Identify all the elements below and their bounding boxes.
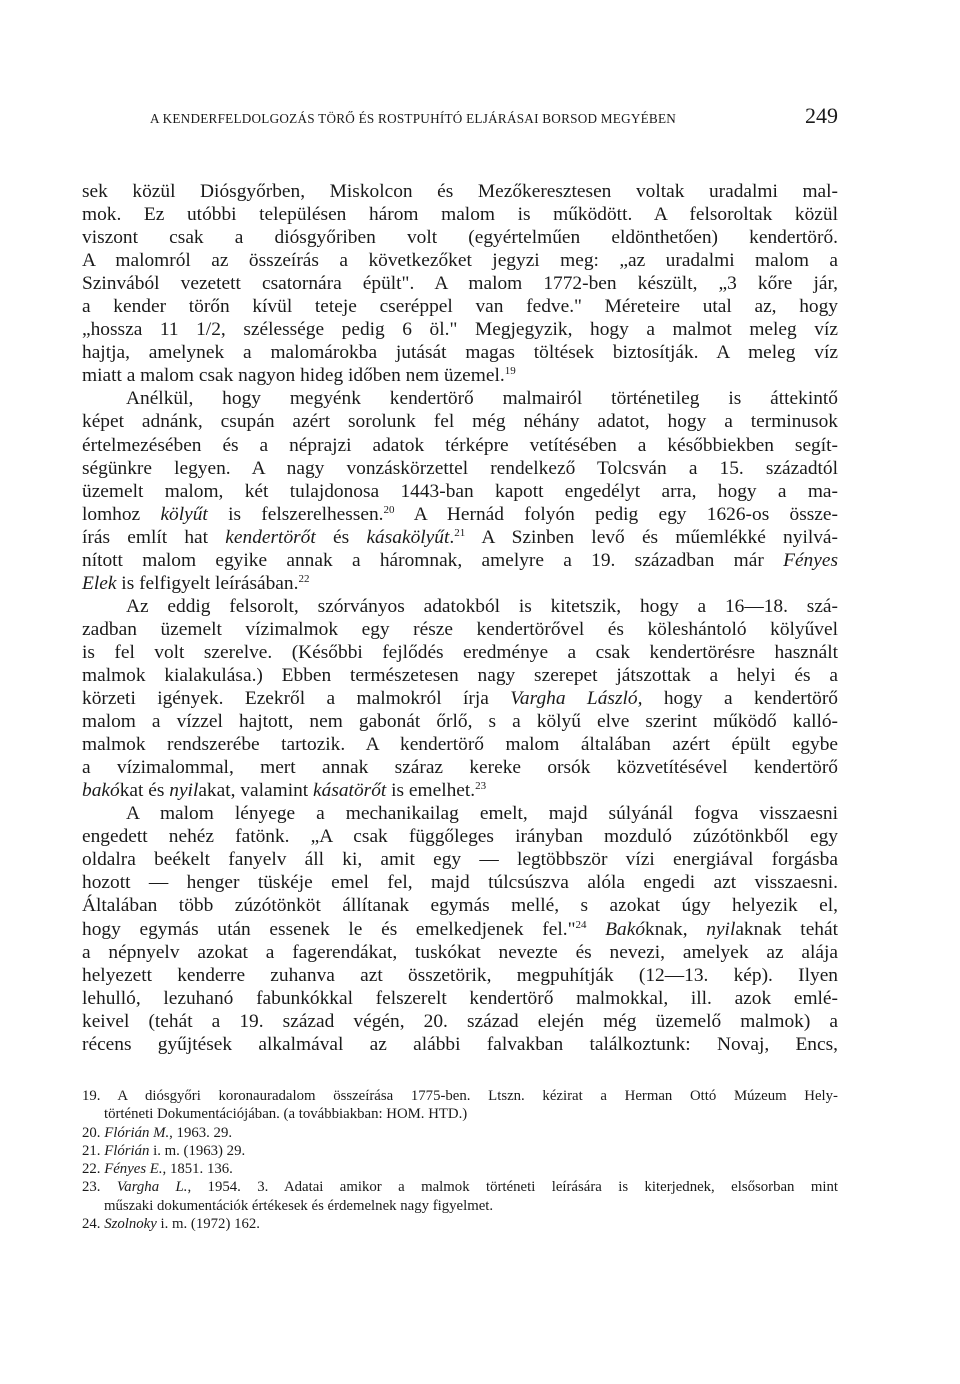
text-run: üzemelt malom, két tulajdonosa 1443-ban kapott engedélyt arra, hogy a ma-	[82, 480, 838, 502]
text-line	[82, 1010, 838, 1033]
footnote-ref: 22	[298, 572, 310, 585]
text-line	[82, 664, 838, 687]
text-run: oldalra beékelt fanyelv áll ki, amit egy — legtöbbször vízi energiával forgásba	[82, 849, 838, 871]
text-line	[82, 295, 838, 318]
text-line	[82, 457, 838, 480]
text-line	[82, 1033, 838, 1056]
text-run: 22.	[82, 1161, 105, 1178]
text-run: lomhoz	[82, 503, 161, 525]
footnote-line	[82, 1142, 838, 1160]
text-line	[82, 964, 838, 987]
text-line	[82, 687, 838, 710]
text-line	[82, 595, 838, 618]
text-run: mok. Ez utóbbi településen három malom is működött. A felsoroltak közül	[82, 204, 838, 226]
italic-text: kölyűt	[160, 503, 208, 525]
text-line	[82, 203, 838, 226]
text-run: a vízimalommal, mert annak száraz kereke orsók közvetítésével kendertörő	[82, 757, 838, 779]
text-run: malmok kialakulása.) Ebben természetesen nagy szerepet játszottak a helyi és a	[82, 664, 838, 686]
footnote-ref: 20	[383, 503, 395, 516]
book-page	[82, 0, 838, 1384]
text-run: malom a vízzel hajtott, nem gabonát őrlő, s a kölyű elve szerint működő kalló-	[82, 711, 838, 733]
text-line	[82, 779, 838, 802]
text-line	[82, 802, 838, 825]
text-line	[82, 572, 838, 595]
text-run: zadban üzemelt vízimalmok egy része kendertörővel és köleshántoló kölyűvel	[82, 618, 838, 640]
italic-text: Fényes E.	[104, 1161, 163, 1178]
footnote-ref: 19	[504, 365, 516, 378]
italic-text: Flórián M.	[104, 1124, 170, 1141]
text-line	[82, 549, 838, 572]
text-run: „hossza 11 1/2, szélessége pedig 6 öl." Megjegyzik, hogy a malmot meleg víz	[82, 319, 838, 341]
text-run: knak,	[645, 918, 707, 940]
text-line	[82, 756, 838, 779]
text-line	[82, 848, 838, 871]
italic-text: bakó	[82, 780, 120, 802]
italic-text: Vargha L.	[116, 1179, 188, 1196]
text-run: 20.	[82, 1124, 105, 1141]
text-run: .	[449, 526, 455, 548]
text-line	[82, 226, 838, 249]
text-run: műszaki dokumentációk értékesek és érdemelnek nagy figyelmet.	[104, 1197, 494, 1214]
text-line	[82, 825, 838, 848]
text-line	[82, 641, 838, 664]
text-run: hozott — henger tüskéje emel fel, majd túlcsúszva alóla engedi azt visszaesni.	[82, 872, 838, 894]
text-run: helyezett kenderre zuhanva azt összetörik, megpuhítják (12—13. kép). Ilyen	[82, 964, 838, 986]
italic-text: Fényes	[783, 549, 838, 571]
text-run: is felfigyelt leírásában.	[116, 572, 299, 594]
footnote-line	[82, 1160, 838, 1178]
text-run: és	[315, 526, 367, 548]
footnote-ref: 24	[575, 918, 587, 931]
body-text	[82, 180, 838, 1056]
text-run: i. m. (1972) 162.	[156, 1216, 260, 1233]
text-line	[82, 249, 838, 272]
text-run: keivel (tehát a 19. század végén, 20. század elején még üzemelő malmok) a	[82, 1010, 838, 1032]
text-run	[586, 919, 605, 940]
text-run: 23.	[82, 1179, 117, 1196]
text-line	[82, 918, 838, 941]
italic-text: Bakó	[605, 918, 646, 940]
italic-text: nyil	[169, 780, 199, 802]
text-line	[82, 618, 838, 641]
footnote-line	[82, 1197, 838, 1215]
text-run: történeti Dokumentációjában. (a továbbiakban: HOM. HTD.)	[104, 1106, 468, 1123]
running-title: A KENDERFELDOLGOZÁS TÖRŐ ÉS ROSTPUHÍTÓ ELJÁRÁSAI BORSOD MEGYÉBEN	[150, 111, 677, 126]
text-line	[82, 480, 838, 503]
text-run: hogy egymás után essenek le és emelkedjenek fel."	[82, 918, 576, 940]
text-run: is felszerelhessen.	[207, 503, 384, 525]
italic-text: Szolnoky	[104, 1216, 157, 1233]
text-line	[82, 434, 838, 457]
text-run: akat, valamint	[198, 780, 314, 802]
text-line	[82, 733, 838, 756]
text-run: i. m. (1963) 29.	[149, 1142, 246, 1159]
italic-text: kásatörőt	[313, 780, 387, 802]
text-run: nított malom egyike annak a háromnak, amelyre a 19. században már	[82, 549, 784, 571]
text-run: 19. A diósgyőri koronauradalom összeírása 1775-ben. Ltszn. kézirat a Herman Ottó Múzeum Hely-	[82, 1088, 838, 1104]
text-run: Az eddig felsorolt, szórványos adatokból is kitetszik, hogy a 16—18. szá-	[126, 595, 838, 617]
text-run: , 1963. 29.	[169, 1124, 233, 1141]
text-run: A Szinben levő és műemlékké nyilvá-	[465, 526, 838, 548]
text-run: körzeti igények. Ezekről a malmokról írja	[82, 688, 511, 710]
italic-text: Flórián	[104, 1142, 150, 1159]
text-run: aknak tehát	[735, 918, 838, 940]
footnote-ref: 23	[475, 780, 487, 793]
text-run: is emelhet.	[386, 780, 476, 802]
text-run: récens gyűjtések alkalmával az alábbi falvakban találkoztunk: Novaj, Encs,	[82, 1033, 838, 1055]
text-run: a kender törőn kívül teteje cseréppel van fedve." Méreteire utal az, hogy	[82, 296, 838, 318]
footnote-ref: 21	[454, 526, 466, 539]
text-run: írás említ hat	[82, 526, 226, 548]
italic-text: Elek	[82, 572, 117, 594]
text-run: Anélkül, hogy megyénk kendertörő malmairól történetileg is áttekintő	[126, 388, 838, 410]
text-run: Általában több zúzótönköt állítanak egymás mellé, s azokat úgy helyezik el,	[82, 895, 838, 917]
text-line	[82, 387, 838, 410]
footnotes	[82, 1087, 838, 1233]
text-run: is fel volt szerelve. (Későbbi fejlődés eredménye a csak kendertörésre használt	[82, 641, 838, 663]
italic-text: kásakölyűt	[366, 526, 450, 548]
text-run: malmok rendszerébe tartozik. A kendertörő malom általában azért épült egybe	[82, 734, 838, 756]
italic-text: Vargha László,	[510, 688, 643, 710]
text-run: viszont csak a diósgyőriben volt (egyértelműen eldönthetően) kendertörő.	[82, 227, 838, 249]
text-run: a népnyelv azokat a fagerendákat, tuskókat nevezte és nevezi, amelyek az alája	[82, 941, 838, 963]
text-line	[82, 503, 838, 526]
text-run: ségünkre legyen. A nagy vonzáskörzettel rendelkező Tolcsván a 15. századtól	[82, 457, 838, 479]
text-line	[82, 341, 838, 364]
italic-text: kendertörőt	[225, 526, 316, 548]
text-line	[82, 364, 838, 387]
footnote-line	[82, 1105, 838, 1123]
text-line	[82, 526, 838, 549]
text-run: A malomról az összeírás a következőket jegyzi meg: „az uradalmi malom a	[82, 250, 838, 272]
text-run: értelmezésében és a néprajzi adatok térképre vetítésében a későbbiekben segít-	[82, 434, 838, 456]
text-line	[82, 410, 838, 433]
text-line	[82, 180, 838, 203]
text-line	[82, 987, 838, 1010]
text-run: miatt a malom csak nagyon hideg időben nem üzemel.	[82, 365, 505, 387]
text-run: engedett nehéz fatönk. „A csak függőleges irányban mozduló zúzótönkből egy	[82, 826, 838, 848]
text-run: hogy a kendertörő	[642, 688, 838, 710]
page-number: 249	[805, 103, 838, 128]
footnote-line	[82, 1215, 838, 1233]
text-run: Szinvából vezetett csatornára épült". A malom 1772-ben készült, „3 kőre jár,	[82, 273, 838, 295]
footnote-line	[82, 1178, 838, 1196]
footnote-line	[82, 1087, 838, 1105]
text-line	[82, 710, 838, 733]
text-run: , 1954. 3. Adatai amikor a malmok történeti leírására is kiterjednek, elsősorban mint	[187, 1179, 838, 1196]
text-run: A malom lényege a mechanikailag emelt, majd súlyánál fogva visszaesni	[126, 803, 838, 825]
running-head	[150, 103, 838, 135]
text-run: lehulló, lezuhanó fabunkókkal felszerelt kendertörő malmokkal, ill. azok emlé-	[82, 987, 838, 1009]
text-line	[82, 871, 838, 894]
text-line	[82, 894, 838, 917]
text-line	[82, 941, 838, 964]
text-run: 21.	[82, 1142, 105, 1159]
text-run: kat és	[119, 780, 170, 802]
text-run: képet adnánk, csupán azért sorolunk fel még néhány adatot, hogy a terminusok	[82, 411, 838, 433]
footnote-line	[82, 1124, 838, 1142]
text-line	[82, 272, 838, 295]
text-run: , 1851. 136.	[162, 1161, 233, 1178]
text-run: A Hernád folyón pedig egy 1626-os össze-	[394, 503, 838, 525]
text-run: hajtja, amelynek a malomárokba jutását magas töltések biztosítják. A meleg víz	[82, 342, 838, 364]
text-line	[82, 318, 838, 341]
italic-text: nyil	[706, 918, 736, 940]
text-run: 24.	[82, 1216, 105, 1233]
text-run: sek közül Diósgyőrben, Miskolcon és Mezőkeresztesen voltak uradalmi mal-	[82, 181, 838, 202]
